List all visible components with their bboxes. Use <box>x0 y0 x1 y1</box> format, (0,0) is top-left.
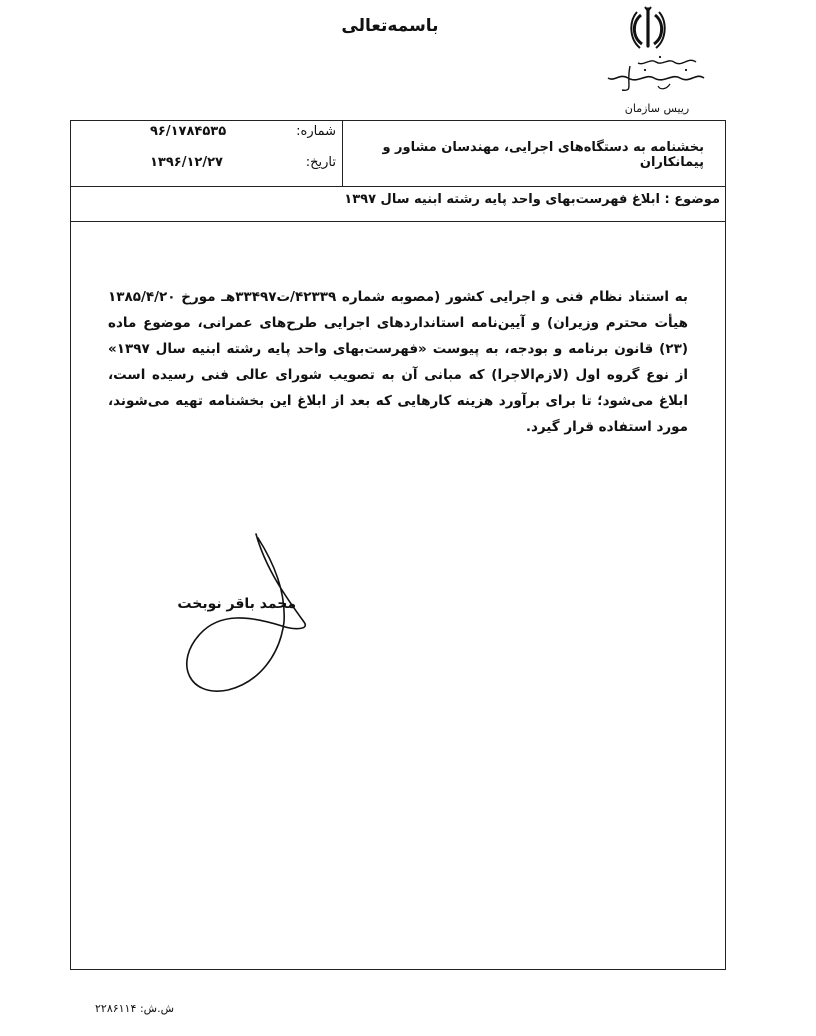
date-value: ۱۳۹۶/۱۲/۲۷ <box>150 155 223 170</box>
number-label: شماره: <box>296 124 336 139</box>
handwritten-signature <box>170 530 320 700</box>
org-name-calligraphy-logo <box>600 54 712 96</box>
frame-divider <box>342 120 343 186</box>
frame-divider <box>70 186 726 187</box>
subject-line: موضوع : ابلاغ فهرست‌بهای واحد پایه رشته ابنیه سال ۱۳۹۷ <box>344 192 720 207</box>
letter-frame <box>70 120 726 970</box>
iran-emblem-icon <box>628 6 668 52</box>
org-caption: رییس سازمان <box>624 102 690 115</box>
serial-label: ش.ش: <box>139 1002 174 1015</box>
date-label: تاریخ: <box>305 155 336 170</box>
basmala-heading: باسمه‌تعالی <box>341 16 439 36</box>
frame-divider <box>70 221 726 222</box>
number-value: ۹۶/۱۷۸۴۵۳۵ <box>150 124 227 139</box>
serial-value: ۲۲۸۶۱۱۴ <box>95 1002 137 1015</box>
letter-body: به استناد نظام فنی و اجرایی کشور (مصوبه شماره ۴۲۳۳۹/ت۳۳۴۹۷هـ مورخ ۱۳۸۵/۴/۲۰ هیأت محترم وزیران) و آیین‌نامه استانداردهای اجرایی طرح‌های عمرانی، موضوع ماده (۲۳) قانون برنامه و بودجه، به پیوست «فهرست‌بهای واحد پایه رشته ابنیه سال ۱۳۹۷» از نوع گروه اول (لازم‌الاجرا) که مبانی آن به تصویب شورای عالی فنی رسیده است، ابلاغ می‌شود؛ تا برای برآورد هزینه کارهایی که بعد از ابلاغ این بخشنامه تهیه می‌شوند، مورد استفاده قرار گیرد. <box>108 289 688 435</box>
addressee-line: بخشنامه به دستگاه‌های اجرایی، مهندسان مشاور و پیمانکاران <box>382 140 704 170</box>
signer-name: محمد باقر نوبخت <box>177 596 296 612</box>
